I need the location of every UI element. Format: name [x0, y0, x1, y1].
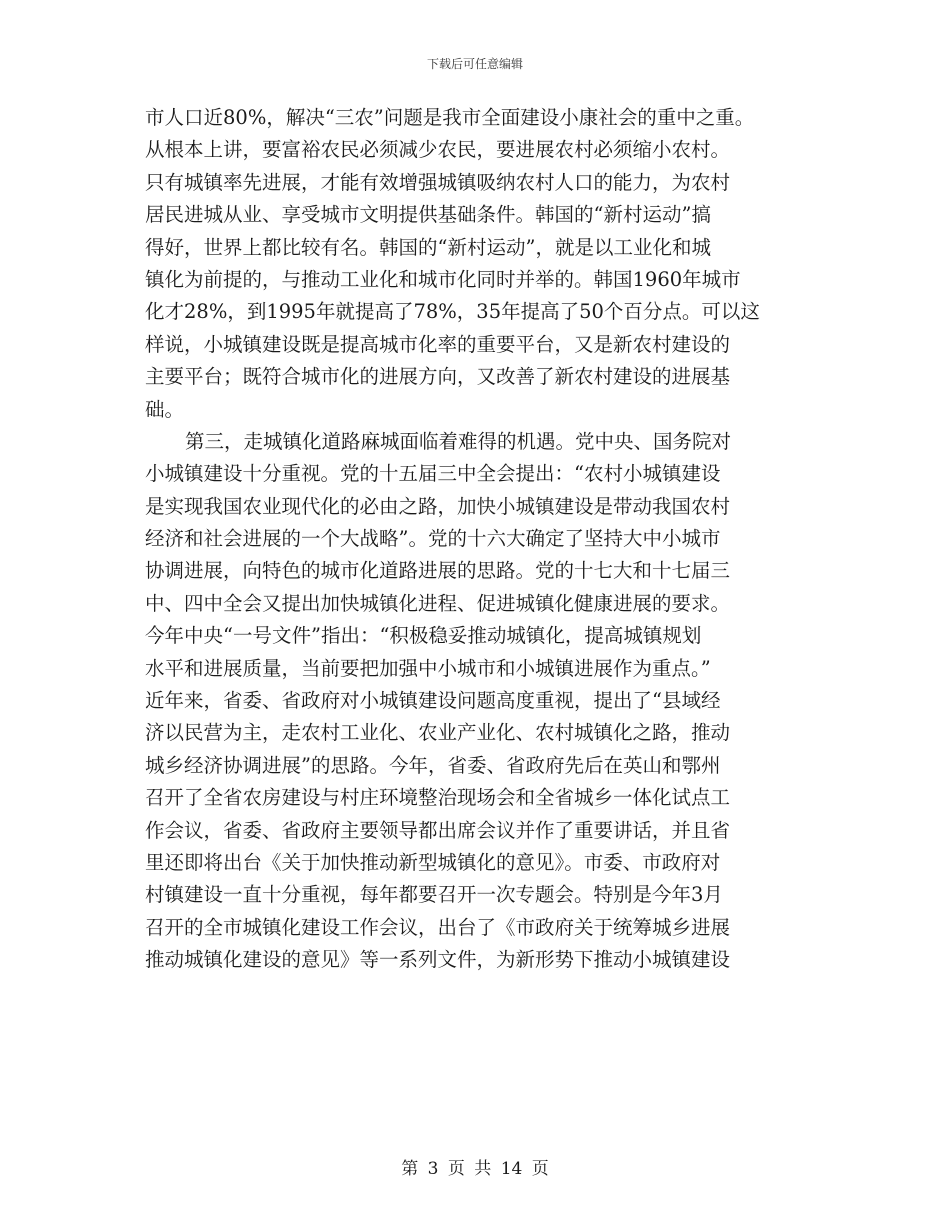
text-line: 中、四中全会又提出加快城镇化进程、促进城镇化健康进展的要求。 [145, 591, 731, 615]
text-line: 是实现我国农业现代化的必由之路，加快小城镇建设是带动我国农村 [145, 494, 731, 518]
text-line: 召开了全省农房建设与村庄环境整治现场会和全省城乡一体化试点工 [145, 786, 731, 810]
text-line: 济以民营为主，走农村工业化、农业产业化、农村城镇化之路，推动 [145, 721, 731, 745]
text-line: 里还即将出台《关于加快推动新型城镇化的意见》。市委、市政府对 [145, 850, 721, 874]
text-line: 村镇建设一直十分重视，每年都要召开一次专题会。特别是今年3月 [145, 883, 723, 907]
text-line: 经济和社会进展的一个大战略”。党的十六大确定了坚持大中小城市 [145, 527, 721, 551]
text-line: 协调进展，向特色的城市化道路进展的思路。党的十七大和十七届三 [145, 559, 731, 583]
text-line: 主要平台；既符合城市化的进展方向，又改善了新农村建设的进展基 [145, 365, 731, 389]
page-header: 下载后可任意编辑 [426, 57, 523, 71]
paragraph-start-line: 第三，走城镇化道路麻城面临着难得的机遇。党中央、国务院对 [185, 429, 732, 453]
text-line: 化才28%，到1995年就提高了78%，35年提高了50个百分点。可以这 [145, 300, 760, 324]
text-line: 召开的全市城镇化建设工作会议，出台了《市政府关于统筹城乡进展 [145, 915, 731, 939]
text-line: 从根本上讲，要富裕农民必须减少农民，要进展农村必须缩小农村。 [145, 138, 731, 162]
text-line: 小城镇建设十分重视。党的十五届三中全会提出：“农村小城镇建设 [145, 462, 721, 486]
text-line: 础。 [145, 397, 185, 421]
text-line: 只有城镇率先进展，才能有效增强城镇吸纳农村人口的能力，为农村 [145, 170, 731, 194]
text-line: 推动城镇化建设的意见》等一系列文件，为新形势下推动小城镇建设 [145, 948, 731, 972]
text-line: 作会议，省委、省政府主要领导都出席会议并作了重要讲话，并且省 [145, 818, 731, 842]
text-line: 得好，世界上都比较有名。韩国的“新村运动”，就是以工业化和城 [145, 235, 711, 259]
text-line: 居民进城从业、享受城市文明提供基础条件。韩国的“新村运动”搞 [145, 203, 711, 227]
text-line: 城乡经济协调进展”的思路。今年，省委、省政府先后在英山和鄂州 [145, 753, 721, 777]
text-line: 今年中央“一号文件”指出：“积极稳妥推动城镇化，提高城镇规划 [145, 624, 702, 648]
text-line: 样说，小城镇建设既是提高城市化率的重要平台，又是新农村建设的 [145, 332, 731, 356]
document-body [145, 102, 805, 977]
text-line: 市人口近80%，解决“三农”问题是我市全面建设小康社会的重中之重。 [145, 106, 755, 129]
text-line: 水平和进展质量，当前要把加强中小城市和小城镇进展作为重点。” [145, 656, 711, 680]
text-line: 近年来，省委、省政府对小城镇建设问题高度重视，提出了“县域经 [145, 689, 721, 713]
page-footer: 第 3 页 共 14 页 [401, 1159, 549, 1179]
text-line: 镇化为前提的，与推动工业化和城市化同时并举的。韩国1960年城市 [145, 267, 741, 291]
